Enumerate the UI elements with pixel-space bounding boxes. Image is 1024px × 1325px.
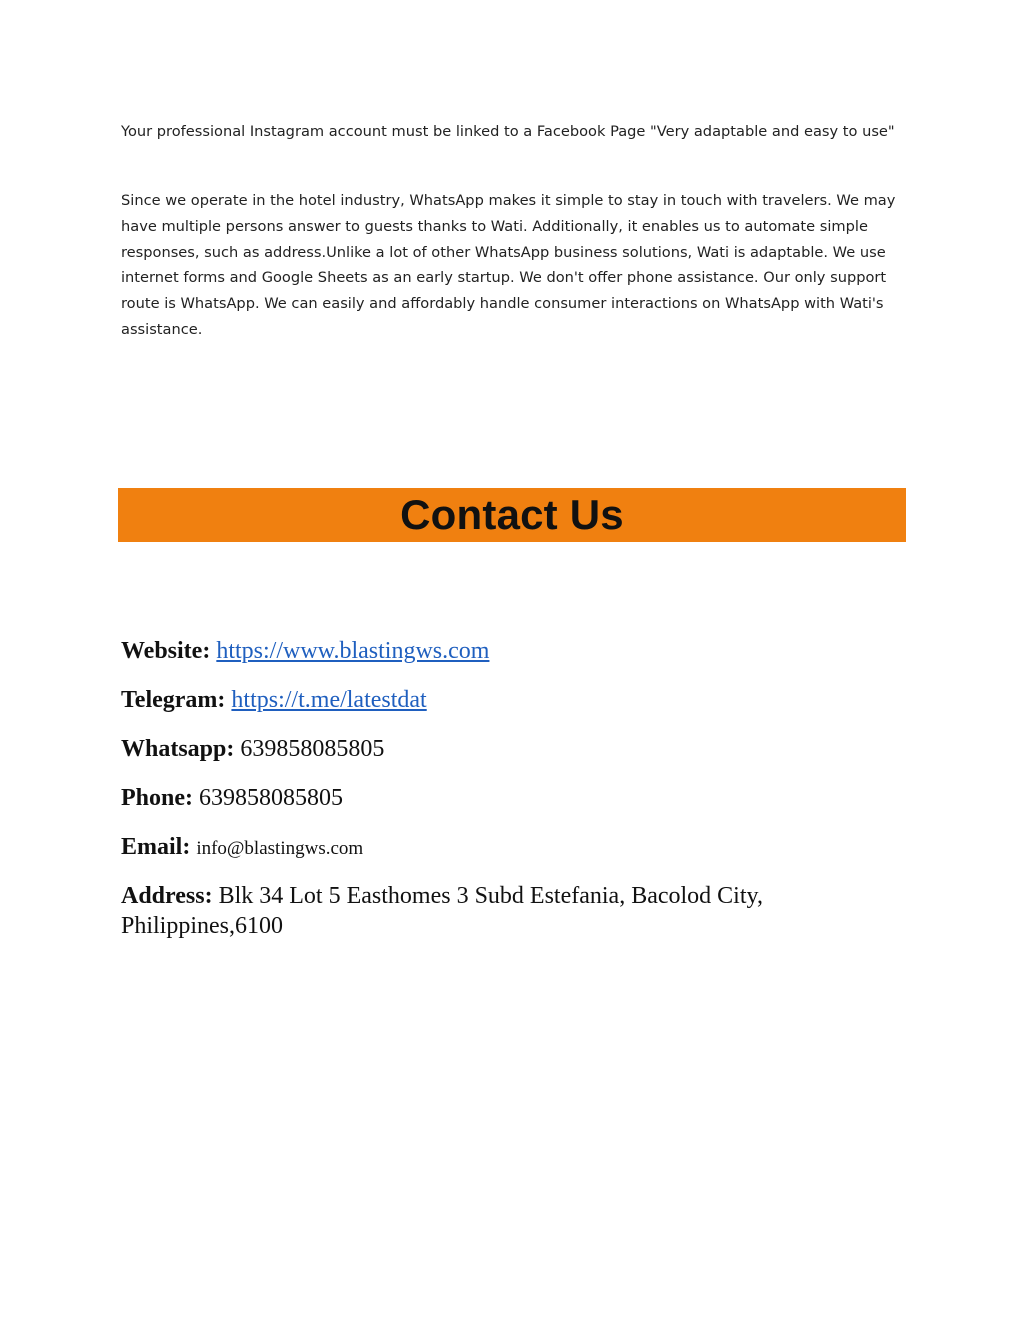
whatsapp-number: 639858085805 <box>240 736 385 762</box>
address-row <box>121 881 911 941</box>
email-address: info@blastingws.com <box>196 838 364 859</box>
email-row <box>121 832 911 864</box>
testimonial-paragraph: Since we operate in the hotel industry, WhatsApp makes it simple to stay in touch with travelers. We may have multiple persons answer to guests thanks to Wati. Additionally, it enables us to automate simple responses, such as address.Unlike a lot of other WhatsApp business solutions, Wati is adaptable. We use internet forms and Google Sheets as an early startup. We don't offer phone assistance. Our only support route is WhatsApp. We can easily and affordably handle consumer interactions on WhatsApp with Wati's assistance. <box>121 192 896 338</box>
phone-number: 639858085805 <box>199 785 343 811</box>
website-label: Website: <box>121 638 211 664</box>
telegram-link[interactable]: https://t.me/latestdat <box>231 687 427 713</box>
intro-paragraph: Your professional Instagram account must be linked to a Facebook Page "Very adaptable and easy to use" <box>121 123 895 140</box>
telegram-row <box>121 685 911 715</box>
phone-row <box>121 783 911 813</box>
telegram-label: Telegram: <box>121 687 226 713</box>
website-link[interactable]: https://www.blastingws.com <box>216 638 490 664</box>
contact-banner <box>118 488 906 542</box>
whatsapp-label: Whatsapp: <box>121 736 235 762</box>
email-label: Email: <box>121 834 191 860</box>
contact-heading: Contact Us <box>400 491 624 538</box>
website-row <box>121 636 911 666</box>
whatsapp-row <box>121 734 911 764</box>
address-label: Address: <box>121 883 213 909</box>
phone-label: Phone: <box>121 785 193 811</box>
address-text: Blk 34 Lot 5 Easthomes 3 Subd Estefania, Bacolod City, Philippines,6100 <box>121 883 763 939</box>
